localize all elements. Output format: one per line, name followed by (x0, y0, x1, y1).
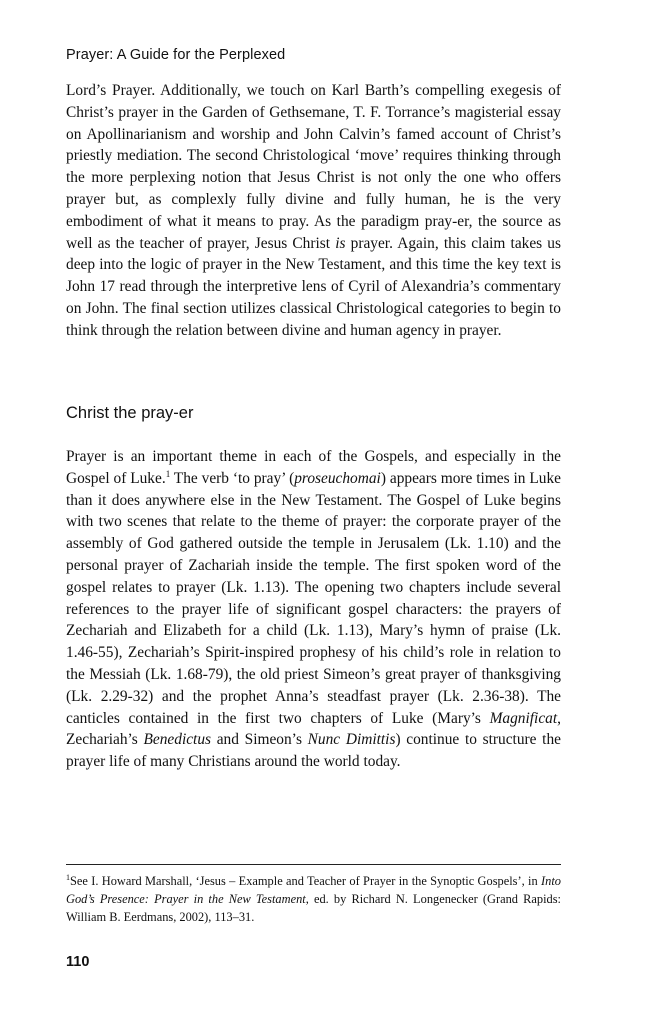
paragraph-2-text-f: ) continue to structure the prayer life of many Christians around the world today. (66, 731, 561, 771)
page-number: 110 (66, 954, 90, 970)
title-magnificat: Magnificat (489, 709, 558, 727)
paragraph-2-text-e: and Simeon’s (211, 731, 308, 749)
footnote-number: 1 (66, 872, 70, 882)
paragraph-1 (66, 80, 561, 342)
title-benedictus: Benedictus (143, 731, 212, 749)
paragraph-1-end: prayer. Again, this claim takes us deep into the logic of prayer in the New Testament, and this time the key text is John 17 read through the interpretive lens of Cyril of Alexandria’s commentary on John. The final section utilizes classical Christological categories to begin to think through the relation between divine and human agency in prayer. (66, 234, 561, 339)
paragraph-2-text-a: Prayer is an important theme in each of the Gospels, and especially in the Gospel of Luke. (66, 448, 561, 487)
section-heading: Christ the pray-er (66, 404, 194, 422)
emphasis-is: is (335, 234, 346, 252)
footnote-text-a: See I. Howard Marshall, ‘Jesus – Example and Teacher of Prayer in the Synoptic Gospels’, in (70, 874, 542, 888)
footnote-text-b: , ed. by Richard N. Longenecker (Grand Rapids: William B. Eerdmans, 2002), 113–31. (66, 892, 561, 925)
footnote (66, 872, 561, 927)
paragraph-2-text-d: , Zechariah’s (66, 709, 561, 749)
paragraph-1-text: Lord’s Prayer. Additionally, we touch on Karl Barth’s compelling exegesis of Christ’s prayer in the Garden of Gethsemane, T. F. Torrance’s magisterial essay on Apollinarianism and worship and John Calvin’s famed account of Christ’s priestly mediation. The second Christological ‘move’ requires thinking through the more perplexing notion that Jesus Christ is not only the one who offers prayer but, as complexly fully divine and fully human, he is the very embodiment of what it means to pray. As the paradigm pray-er, the source as well as the teacher of prayer, Jesus Christ (66, 82, 561, 252)
running-head: Prayer: A Guide for the Perplexed (66, 47, 286, 63)
footnote-divider (66, 864, 561, 865)
footnote-book-title: Into God’s Presence: Prayer in the New Testament (66, 874, 561, 907)
term-proseuchomai: proseuchomai (294, 469, 381, 487)
paragraph-2-text-c: ) appears more times in Luke than it does anywhere else in the New Testament. The Gospel of Luke begins with two scenes that relate to the theme of prayer: the corporate prayer of the assembly of God gathered outside the temple in Jerusalem (Lk. 1.10) and the personal prayer of Zachariah inside the temple. The first spoken word of the gospel relates to prayer (Lk. 1.13). The opening two chapters include several references to the prayer life of significant gospel characters: the prayers of Zechariah and Elizabeth for a child (Lk. 1.13), Mary’s hymn of praise (Lk. 1.46-55), Zechariah’s Spirit-inspired prophesy of his child’s role in relation to the Messiah (Lk. 1.68-79), the old priest Simeon’s great prayer of thanksgiving (Lk. 2.29-32) and the prophet Anna’s steadfast prayer (Lk. 2.36-38). The canticles contained in the first two chapters of Luke (Mary’s (66, 469, 561, 727)
footnote-reference[interactable]: 1 (165, 468, 171, 479)
paragraph-2 (66, 446, 561, 773)
title-nunc-dimittis: Nunc Dimittis (307, 731, 396, 749)
paragraph-2-text-b: The verb ‘to pray’ ( (170, 469, 295, 487)
